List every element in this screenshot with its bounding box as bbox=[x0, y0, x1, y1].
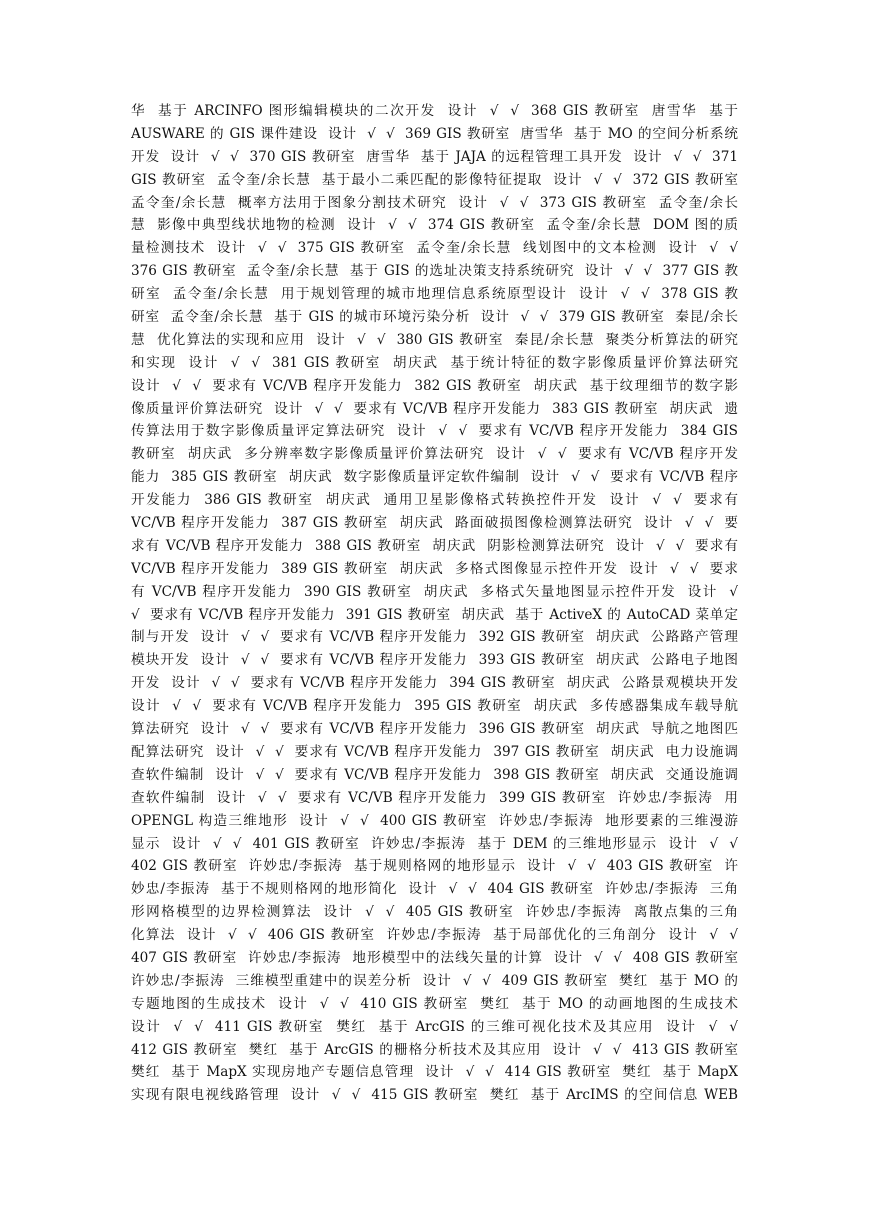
text-line: 实现有限电视线路管理 设计 √ √ 415 GIS 教研室 樊红 基于 ArcIMS 的空间信息 WEB bbox=[131, 1087, 738, 1104]
text-line: 查软件编制 设计 √ √ 要求有 VC/VB 程序开发能力 398 GIS 教研室 胡庆武 交通设施调 bbox=[131, 766, 738, 783]
text-line: OPENGL 构造三维地形 设计 √ √ 400 GIS 教研室 许妙忠/李振涛 地形要素的三维漫游 bbox=[131, 812, 738, 829]
text-line: 有 VC/VB 程序开发能力 390 GIS 教研室 胡庆武 多格式矢量地图显示控件开发 设计 √ bbox=[131, 583, 738, 600]
text-line: 传算法用于数字影像质量评定算法研究 设计 √ √ 要求有 VC/VB 程序开发能力 384 GIS bbox=[131, 423, 738, 440]
text-line: 设计 √ √ 411 GIS 教研室 樊红 基于 ArcGIS 的三维可视化技术及其应用 设计 √ √ bbox=[131, 1018, 738, 1035]
text-line: VC/VB 程序开发能力 389 GIS 教研室 胡庆武 多格式图像显示控件开发 设计 √ √ 要求 bbox=[131, 560, 738, 577]
text-line: 显示 设计 √ √ 401 GIS 教研室 许妙忠/李振涛 基于 DEM 的三维地形显示 设计 √ √ bbox=[131, 835, 738, 852]
text-line: 模块开发 设计 √ √ 要求有 VC/VB 程序开发能力 393 GIS 教研室 胡庆武 公路电子地图 bbox=[131, 652, 738, 669]
text-line: 查软件编制 设计 √ √ 要求有 VC/VB 程序开发能力 399 GIS 教研室 许妙忠/李振涛 用 bbox=[131, 789, 738, 806]
text-line: GIS 教研室 孟令奎/余长慧 基于最小二乘匹配的影像特征提取 设计 √ √ 372 GIS 教研室 bbox=[131, 171, 738, 188]
text-line: 妙忠/李振涛 基于不规则格网的地形简化 设计 √ √ 404 GIS 教研室 许妙忠/李振涛 三角 bbox=[131, 881, 738, 898]
text-line: 慧 影像中典型线状地物的检测 设计 √ √ 374 GIS 教研室 孟令奎/余长慧 DOM 图的质 bbox=[131, 217, 738, 234]
text-line: 412 GIS 教研室 樊红 基于 ArcGIS 的栅格分析技术及其应用 设计 √ √ 413 GIS 教研室 bbox=[131, 1041, 738, 1058]
text-line: 研室 孟令奎/余长慧 基于 GIS 的城市环境污染分析 设计 √ √ 379 GIS 教研室 秦昆/余长 bbox=[131, 309, 738, 326]
text-line: 402 GIS 教研室 许妙忠/李振涛 基于规则格网的地形显示 设计 √ √ 403 GIS 教研室 许 bbox=[131, 858, 738, 875]
text-line: VC/VB 程序开发能力 387 GIS 教研室 胡庆武 路面破损图像检测算法研究 设计 √ √ 要 bbox=[131, 515, 738, 532]
text-line: 376 GIS 教研室 孟令奎/余长慧 基于 GIS 的选址决策支持系统研究 设计 √ √ 377 GIS 教 bbox=[131, 263, 738, 280]
text-line: 算法研究 设计 √ √ 要求有 VC/VB 程序开发能力 396 GIS 教研室 胡庆武 导航之地图匹 bbox=[131, 721, 738, 738]
text-line: 孟令奎/余长慧 概率方法用于图象分割技术研究 设计 √ √ 373 GIS 教研室 孟令奎/余长 bbox=[131, 194, 738, 211]
text-line: 形网格模型的边界检测算法 设计 √ √ 405 GIS 教研室 许妙忠/李振涛 离散点集的三角 bbox=[131, 904, 738, 921]
text-line: 能力 385 GIS 教研室 胡庆武 数字影像质量评定软件编制 设计 √ √ 要求有 VC/VB 程序 bbox=[131, 469, 738, 486]
text-line: √ 要求有 VC/VB 程序开发能力 391 GIS 教研室 胡庆武 基于 ActiveX 的 AutoCAD 菜单定 bbox=[131, 606, 738, 623]
document-body bbox=[131, 100, 738, 1107]
text-line: 化算法 设计 √ √ 406 GIS 教研室 许妙忠/李振涛 基于局部优化的三角剖分 设计 √ √ bbox=[131, 927, 738, 944]
text-line: 设计 √ √ 要求有 VC/VB 程序开发能力 395 GIS 教研室 胡庆武 多传感器集成车载导航 bbox=[131, 698, 738, 715]
text-line: 设计 √ √ 要求有 VC/VB 程序开发能力 382 GIS 教研室 胡庆武 基于纹理细节的数字影 bbox=[131, 377, 738, 394]
text-line: 专题地图的生成技术 设计 √ √ 410 GIS 教研室 樊红 基于 MO 的动画地图的生成技术 bbox=[131, 995, 738, 1012]
text-line: 教研室 胡庆武 多分辨率数字影像质量评价算法研究 设计 √ √ 要求有 VC/VB 程序开发 bbox=[131, 446, 738, 463]
text-line: 研室 孟令奎/余长慧 用于规划管理的城市地理信息系统原型设计 设计 √ √ 378 GIS 教 bbox=[131, 286, 738, 303]
text-line: 407 GIS 教研室 许妙忠/李振涛 地形模型中的法线矢量的计算 设计 √ √ 408 GIS 教研室 bbox=[131, 949, 738, 966]
text-line: 配算法研究 设计 √ √ 要求有 VC/VB 程序开发能力 397 GIS 教研室 胡庆武 电力设施调 bbox=[131, 743, 738, 760]
text-line: 慧 优化算法的实现和应用 设计 √ √ 380 GIS 教研室 秦昆/余长慧 聚类分析算法的研究 bbox=[131, 331, 738, 348]
text-line: 樊红 基于 MapX 实现房地产专题信息管理 设计 √ √ 414 GIS 教研室 樊红 基于 MapX bbox=[131, 1064, 738, 1081]
text-line: 许妙忠/李振涛 三维模型重建中的误差分析 设计 √ √ 409 GIS 教研室 樊红 基于 MO 的 bbox=[131, 972, 738, 989]
text-line: 像质量评价算法研究 设计 √ √ 要求有 VC/VB 程序开发能力 383 GIS 教研室 胡庆武 遗 bbox=[131, 400, 738, 417]
text-line: 开发能力 386 GIS 教研室 胡庆武 通用卫星影像格式转换控件开发 设计 √ √ 要求有 bbox=[131, 492, 738, 509]
text-line: 开发 设计 √ √ 370 GIS 教研室 唐雪华 基于 JAJA 的远程管理工具开发 设计 √ √ 371 bbox=[131, 148, 738, 165]
text-line: 开发 设计 √ √ 要求有 VC/VB 程序开发能力 394 GIS 教研室 胡庆武 公路景观模块开发 bbox=[131, 675, 738, 692]
text-line: AUSWARE 的 GIS 课件建设 设计 √ √ 369 GIS 教研室 唐雪华 基于 MO 的空间分析系统 bbox=[131, 125, 738, 142]
text-line: 制与开发 设计 √ √ 要求有 VC/VB 程序开发能力 392 GIS 教研室 胡庆武 公路路产管理 bbox=[131, 629, 738, 646]
text-line: 求有 VC/VB 程序开发能力 388 GIS 教研室 胡庆武 阴影检测算法研究 设计 √ √ 要求有 bbox=[131, 537, 738, 554]
text-line: 和实现 设计 √ √ 381 GIS 教研室 胡庆武 基于统计特征的数字影像质量评价算法研究 bbox=[131, 354, 738, 371]
text-line: 华 基于 ARCINFO 图形编辑模块的二次开发 设计 √ √ 368 GIS 教研室 唐雪华 基于 bbox=[131, 103, 738, 119]
text-line: 量检测技术 设计 √ √ 375 GIS 教研室 孟令奎/余长慧 线划图中的文本检测 设计 √ √ bbox=[131, 240, 738, 257]
